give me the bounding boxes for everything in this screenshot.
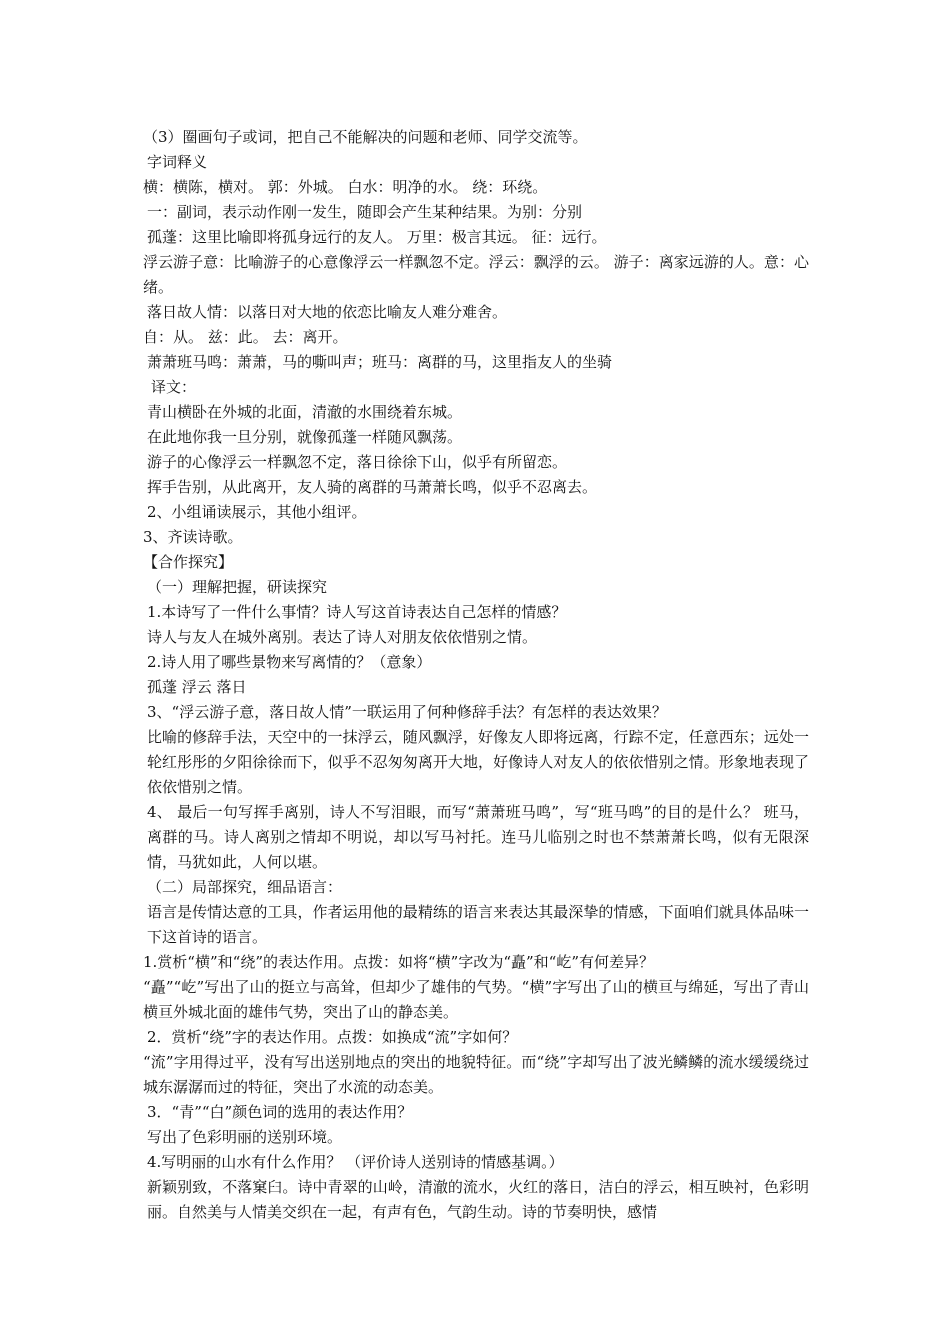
- text-paragraph: 语言是传情达意的工具，作者运用他的最精练的语言来表达其最深挚的情感，下面咱们就具体品味一下这首诗的语言。: [147, 903, 809, 946]
- text-paragraph: “矗”“屹”写出了山的挺立与高耸，但却少了雄伟的气势。“横”字写出了山的横亘与绵延，写出了青山横亘外城北面的雄伟气势，突出了山的静态美。: [143, 978, 809, 1021]
- text-paragraph: 诗人与友人在城外离别。表达了诗人对朋友依依惜别之情。: [147, 628, 538, 646]
- text-paragraph: 孤蓬：这里比喻即将孤身远行的友人。 万里：极言其远。 征：远行。: [147, 228, 607, 246]
- text-paragraph: 2.诗人用了哪些景物来写离情的？（意象）: [147, 653, 432, 671]
- text-paragraph: 2．赏析“绕”字的表达作用。点拨：如换成“流”字如何？: [147, 1028, 518, 1046]
- text-paragraph: （一）理解把握，研读探究: [147, 578, 328, 596]
- text-paragraph: 浮云游子意：比喻游子的心意像浮云一样飘忽不定。浮云：飘浮的云。 游子：离家远游的人。意：心绪。: [143, 253, 809, 296]
- text-paragraph: （二）局部探究，细品语言：: [147, 878, 343, 896]
- text-paragraph: 【合作探究】: [143, 553, 234, 571]
- text-paragraph: 落日故人情：以落日对大地的依恋比喻友人难分难舍。: [147, 303, 508, 321]
- text-paragraph: 自：从。 兹：此。 去：离开。: [143, 328, 348, 346]
- text-paragraph: 4.写明丽的山水有什么作用？ （评价诗人送别诗的情感基调。）: [147, 1153, 564, 1171]
- text-paragraph: “流”字用得过平，没有写出送别地点的突出的地貌特征。而“绕”字却写出了波光鳞鳞的流水缓缓绕过城东潺潺而过的特征，突出了水流的动态美。: [143, 1053, 809, 1096]
- text-paragraph: 萧萧班马鸣：萧萧，马的嘶叫声；班马：离群的马，这里指友人的坐骑: [147, 353, 613, 371]
- text-paragraph: 挥手告别，从此离开，友人骑的离群的马萧萧长鸣，似乎不忍离去。: [147, 478, 598, 496]
- text-paragraph: 孤蓬 浮云 落日: [147, 678, 247, 696]
- text-paragraph: 3、齐读诗歌。: [143, 528, 243, 546]
- text-paragraph: 新颖别致，不落窠臼。诗中青翠的山岭，清澈的流水，火红的落日，洁白的浮云，相互映衬，色彩明丽。自然美与人情美交织在一起，有声有色，气韵生动。诗的节奏明快，感情: [147, 1178, 809, 1221]
- text-paragraph: 1.本诗写了一件什么事情？诗人写这首诗表达自己怎样的情感？: [147, 603, 567, 621]
- text-paragraph: （3）圈画句子或词，把自己不能解决的问题和老师、同学交流等。: [143, 128, 588, 146]
- text-paragraph: 译文：: [151, 378, 197, 396]
- text-paragraph: 2、小组诵读展示，其他小组评。: [147, 503, 367, 521]
- text-paragraph: 横：横陈，横对。 郭：外城。 白水：明净的水。 绕：环绕。: [143, 178, 548, 196]
- text-paragraph: 4、 最后一句写挥手离别，诗人不写泪眼，而写“萧萧班马鸣”，写“班马鸣”的目的是什么？ 班马，离群的马。诗人离别之情却不明说，却以写马衬托。连马儿临别之时也不禁萧萧长鸣，似有无限深情，马犹如此，人何以堪。: [147, 803, 809, 871]
- text-paragraph: 1.赏析“横”和“绕”的表达作用。点拨：如将“横”字改为“矗”和“屹”有何差异？: [143, 953, 654, 971]
- text-paragraph: 写出了色彩明丽的送别环境。: [147, 1128, 343, 1146]
- text-paragraph: 3．“青”“白”颜色词的选用的表达作用？: [147, 1103, 413, 1121]
- text-paragraph: 字词释义: [147, 153, 208, 171]
- text-paragraph: 比喻的修辞手法，天空中的一抹浮云，随风飘浮，好像友人即将远离，行踪不定，任意西东；远处一轮红彤彤的夕阳徐徐而下，似乎不忍匆匆离开大地，好像诗人对友人的依依惜别之情。形象地表现了依依惜别之情。: [147, 728, 809, 796]
- text-paragraph: 一：副词，表示动作刚一发生，随即会产生某种结果。为别：分别: [147, 203, 583, 221]
- document-body: [143, 125, 809, 1225]
- text-paragraph: 在此地你我一旦分别，就像孤蓬一样随风飘荡。: [147, 428, 463, 446]
- text-paragraph: 游子的心像浮云一样飘忽不定，落日徐徐下山，似乎有所留恋。: [147, 453, 568, 471]
- text-paragraph: 青山横卧在外城的北面，清澈的水围绕着东城。: [147, 403, 463, 421]
- text-paragraph: 3、“浮云游子意，落日故人情”一联运用了何种修辞手法？有怎样的表达效果？: [147, 703, 667, 721]
